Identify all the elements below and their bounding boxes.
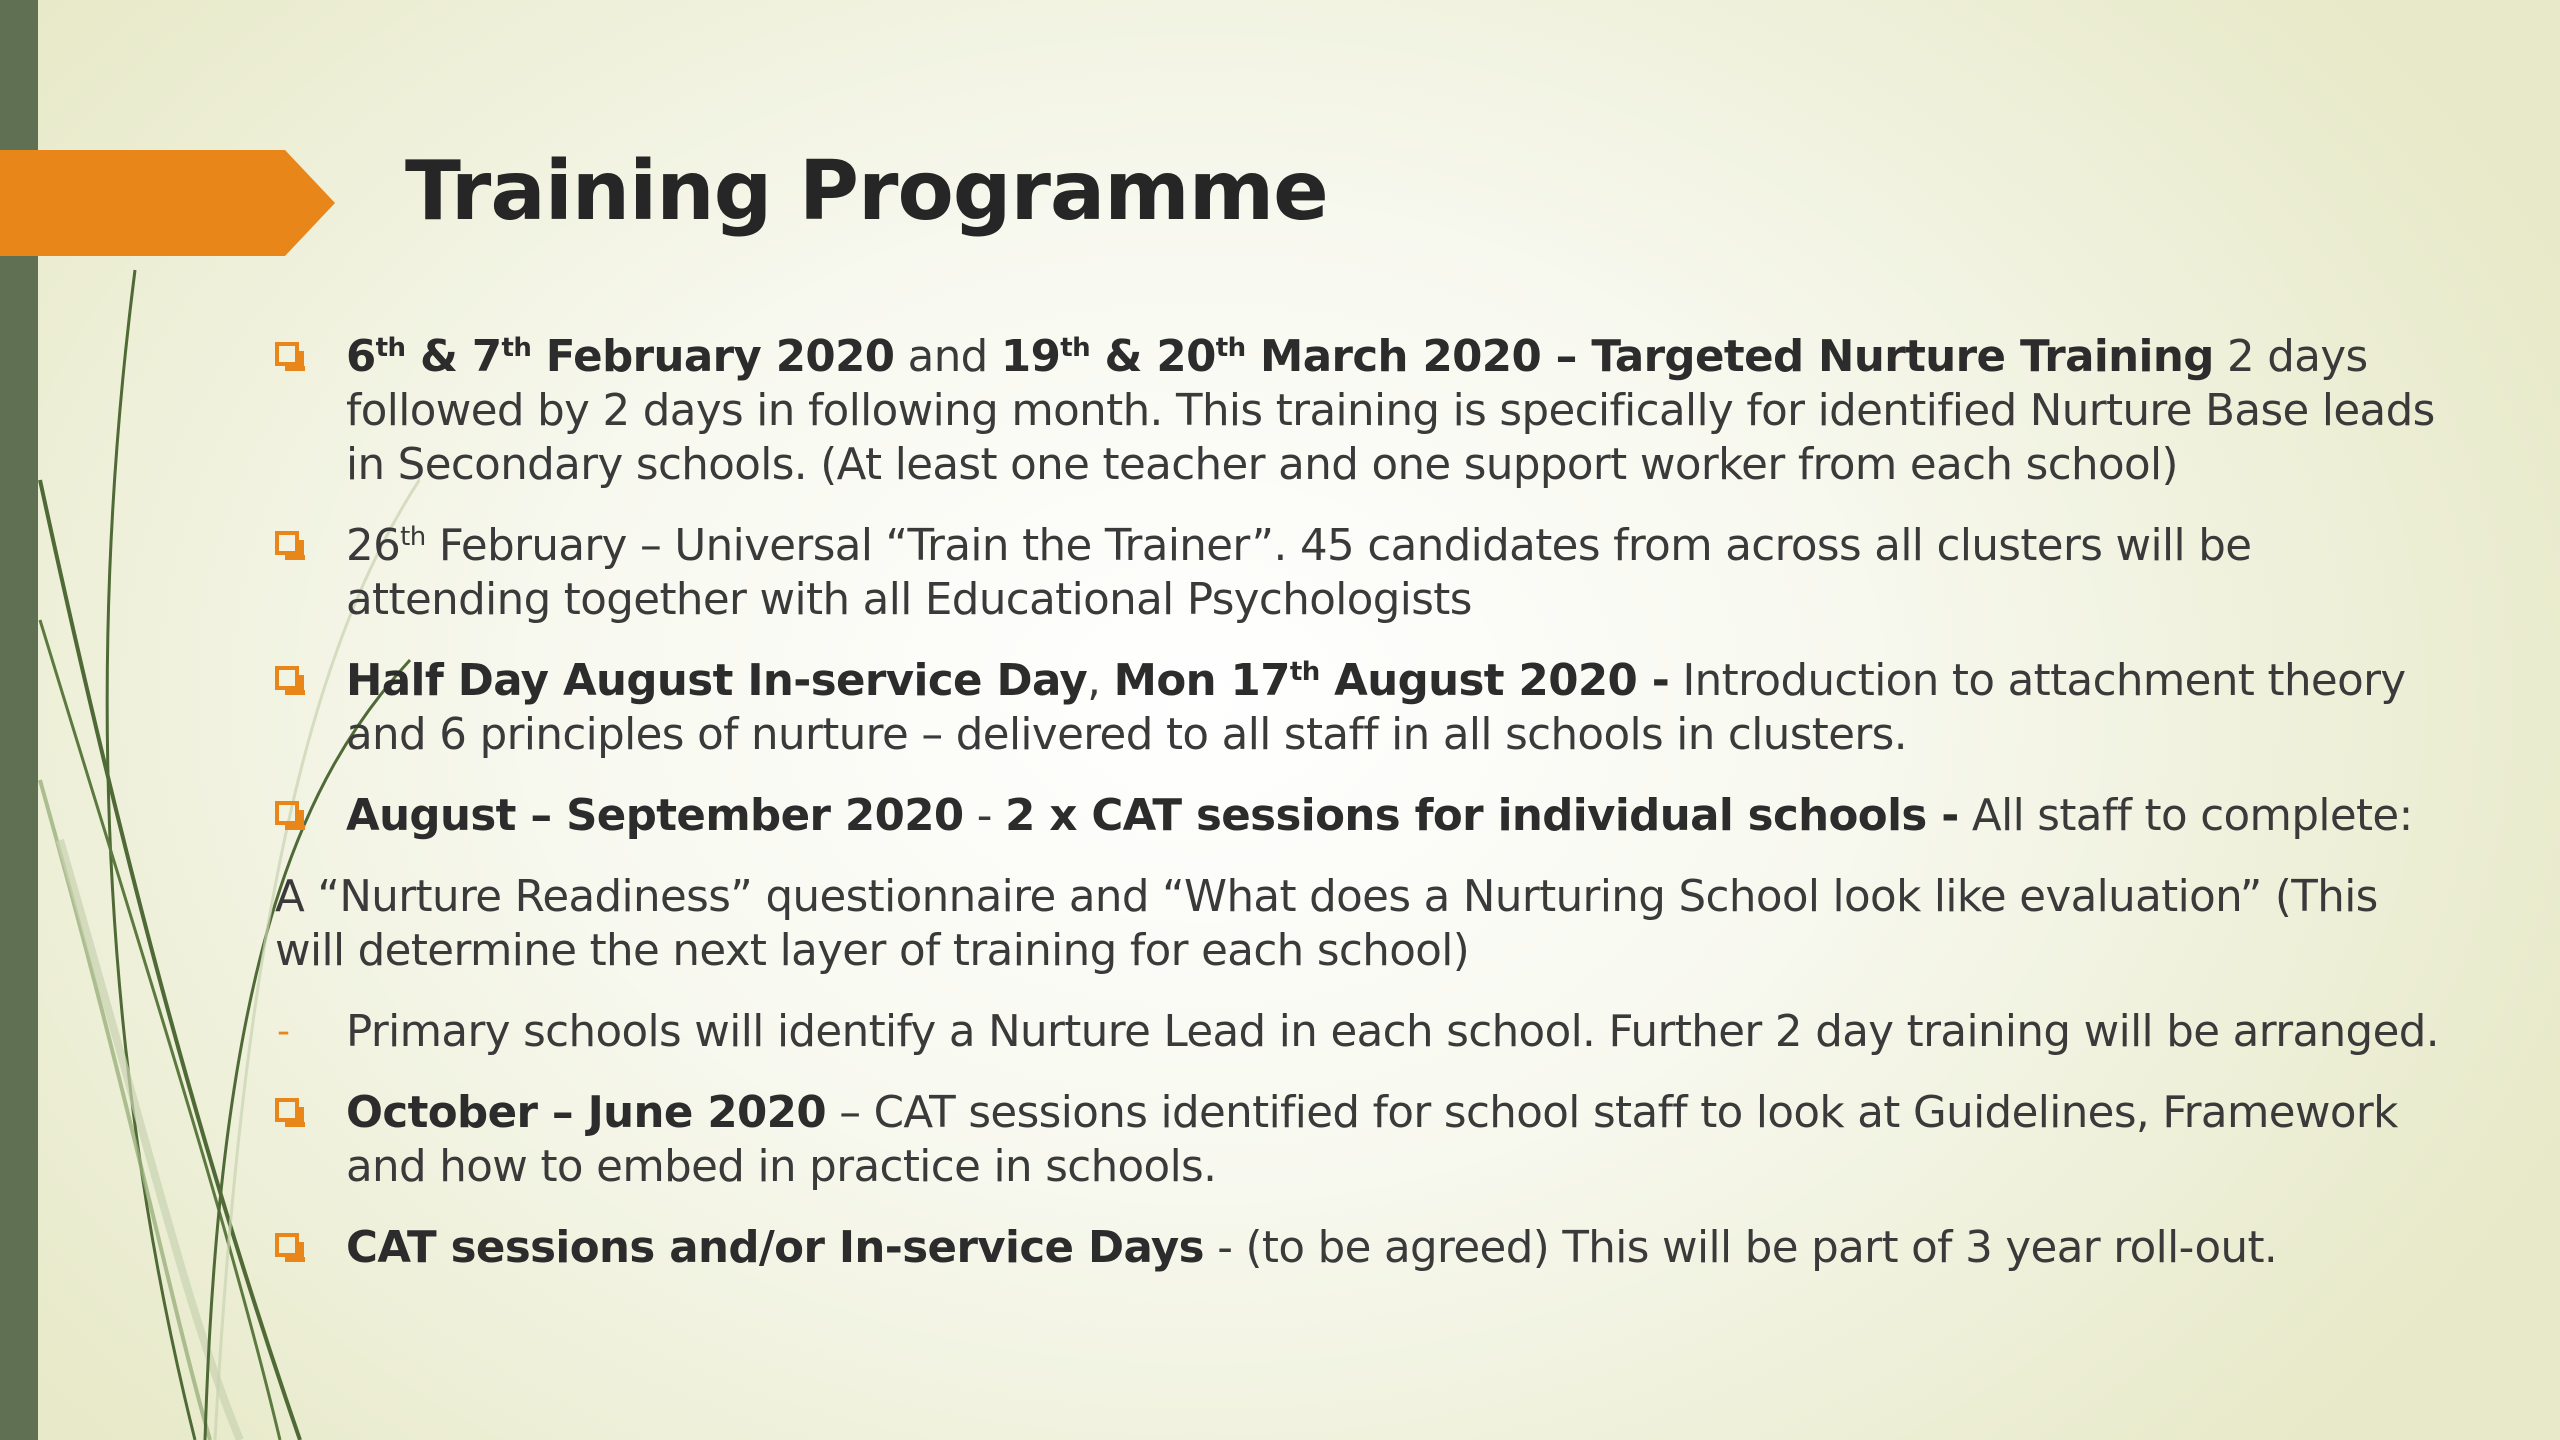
square-bullet-icon — [275, 531, 299, 555]
list-item — [275, 1221, 2455, 1275]
bold-text: 2 x CAT sessions for individual schools - — [1005, 791, 1959, 841]
bold-text: Half Day August In-service Day — [346, 656, 1088, 706]
item-text: , — [1087, 656, 1114, 706]
square-bullet-icon — [275, 1233, 299, 1257]
bold-text: CAT sessions and/or In-service Days — [346, 1223, 1204, 1273]
item-text: All staff to complete: — [1958, 791, 2413, 841]
list-item — [275, 1005, 2455, 1059]
bold-text: August – September 2020 — [346, 791, 964, 841]
dash-bullet: - — [277, 1011, 290, 1052]
title-accent-arrow — [0, 150, 335, 256]
item-text: - — [963, 791, 1006, 841]
item-text: 2 days followed by 2 days in following month. This training is specifically for identified Nurture Base leads in Secondary schools. (At least one teacher and one support worker from each school) — [346, 332, 2435, 490]
square-bullet-icon — [275, 666, 299, 690]
square-bullet-icon — [275, 801, 299, 825]
item-text: Primary schools will identify a Nurture Lead in each school. Further 2 day training will be arranged. — [346, 1007, 2439, 1057]
square-bullet-icon — [275, 1098, 299, 1122]
item-text: A “Nurture Readiness” questionnaire and “What does a Nurturing School look like evaluation” (This will determine the next layer of training for each school) — [275, 872, 2378, 976]
item-text: and — [894, 332, 1001, 382]
slide-title: Training Programme — [405, 144, 1328, 239]
date-text: 19th & 20th March 2020 – Targeted Nurture Training — [1000, 332, 2214, 382]
list-item — [275, 654, 2455, 762]
bullet-list — [275, 330, 2455, 1302]
item-text: Introduction to attachment theory and 6 principles of nurture – delivered to all staff in all schools in clusters. — [346, 656, 2406, 760]
list-item — [275, 870, 2455, 978]
item-text: 26th February – Universal “Train the Trainer”. 45 candidates from across all clusters will be attending together with all Educational Psychologists — [346, 521, 2252, 625]
list-item — [275, 1086, 2455, 1194]
bold-text: Mon 17th August 2020 - — [1113, 656, 1670, 706]
list-item — [275, 519, 2455, 627]
bold-text: October – June 2020 — [346, 1088, 827, 1138]
list-item — [275, 789, 2455, 843]
square-bullet-icon — [275, 342, 299, 366]
date-text: 6th & 7th February 2020 — [346, 332, 895, 382]
item-text: – CAT sessions identified for school staff to look at Guidelines, Framework and how to embed in practice in schools. — [346, 1088, 2398, 1192]
item-text: - (to be agreed) This will be part of 3 year roll-out. — [1203, 1223, 2278, 1273]
list-item — [275, 330, 2455, 492]
